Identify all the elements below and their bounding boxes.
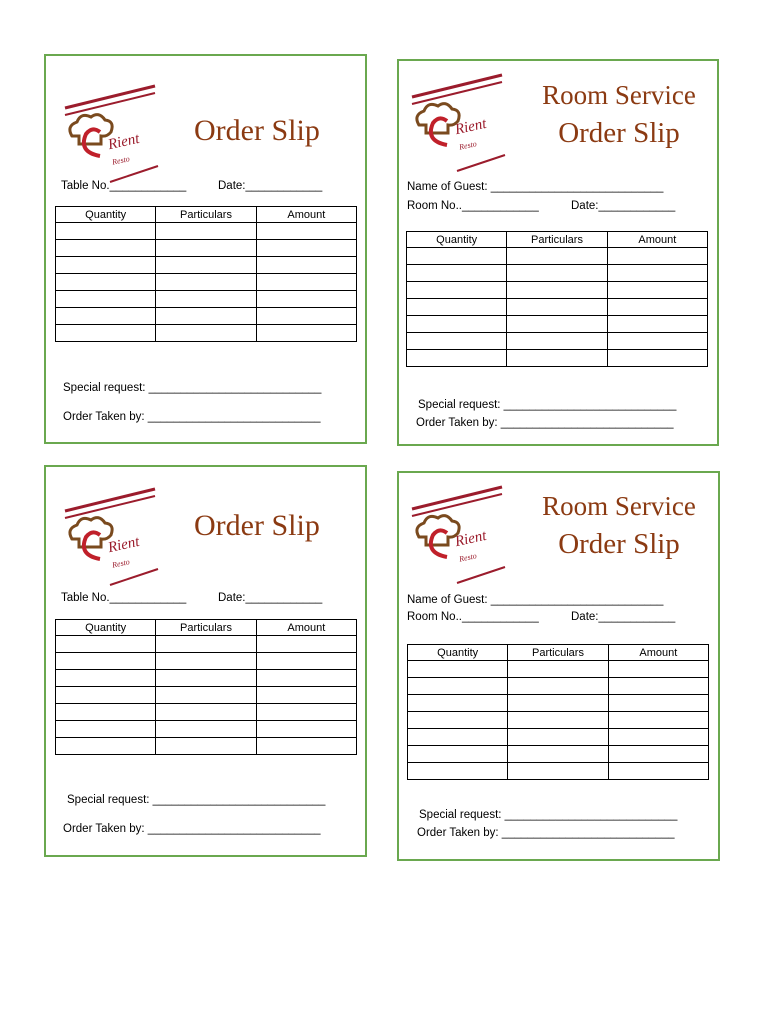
column-header: Quantity — [56, 207, 156, 223]
table-row — [56, 687, 357, 704]
table-row — [407, 299, 708, 316]
table-row — [56, 308, 357, 325]
table-row — [56, 653, 357, 670]
table-row — [56, 223, 357, 240]
column-header: Particulars — [508, 645, 608, 661]
slip-title: Order Slip — [194, 114, 320, 147]
logo-name: Rient — [106, 130, 141, 154]
restaurant-logo — [407, 67, 507, 177]
column-header: Amount — [256, 620, 356, 636]
table-row — [407, 350, 708, 367]
table-row — [56, 274, 357, 291]
table-row — [408, 695, 709, 712]
table-row — [56, 738, 357, 755]
room-no-field: Room No..____________ — [407, 200, 539, 212]
logo-name: Rient — [106, 533, 141, 557]
order-items-table — [55, 619, 357, 755]
restaurant-logo — [60, 78, 160, 188]
room-service-slip-card — [397, 471, 720, 861]
table-row — [408, 763, 709, 780]
column-header: Amount — [607, 232, 707, 248]
special-request-field: Special request: ___________________________ — [63, 382, 322, 394]
title-line-1: Room Service — [542, 491, 696, 521]
special-request-field: Special request: ___________________________ — [418, 399, 677, 411]
table-row — [408, 661, 709, 678]
title-line-2: Order Slip — [558, 116, 680, 149]
slip-title — [529, 79, 709, 151]
table-row — [56, 721, 357, 738]
date-field: Date:____________ — [218, 592, 323, 604]
table-no-field: Table No.____________ — [61, 180, 187, 192]
order-taken-by-field: Order Taken by: ___________________________ — [63, 411, 321, 423]
column-header: Amount — [608, 645, 708, 661]
date-field: Date:____________ — [571, 611, 676, 623]
column-header: Particulars — [507, 232, 607, 248]
slip-title — [529, 490, 709, 562]
table-header-row — [408, 645, 709, 661]
column-header: Quantity — [56, 620, 156, 636]
order-slip-card — [44, 465, 367, 857]
table-header-row — [56, 620, 357, 636]
order-slip-card — [44, 54, 367, 444]
table-row — [56, 257, 357, 274]
order-items-table — [55, 206, 357, 342]
order-items-table — [407, 644, 709, 780]
table-row — [56, 704, 357, 721]
table-row — [408, 729, 709, 746]
order-taken-by-field: Order Taken by: ___________________________ — [417, 827, 675, 839]
table-row — [408, 746, 709, 763]
column-header: Quantity — [408, 645, 508, 661]
title-line-2: Order Slip — [558, 527, 680, 560]
date-field: Date:____________ — [571, 200, 676, 212]
special-request-field: Special request: ___________________________ — [67, 794, 326, 806]
table-row — [56, 240, 357, 257]
table-row — [56, 670, 357, 687]
column-header: Quantity — [407, 232, 507, 248]
table-row — [407, 333, 708, 350]
table-row — [56, 325, 357, 342]
table-header-row — [56, 207, 357, 223]
logo-tagline: Resto — [111, 154, 131, 167]
column-header: Amount — [256, 207, 356, 223]
table-row — [407, 248, 708, 265]
room-no-field: Room No..____________ — [407, 611, 539, 623]
guest-name-field: Name of Guest: ___________________________ — [407, 181, 664, 193]
table-no-field: Table No.____________ — [61, 592, 187, 604]
restaurant-logo — [407, 479, 507, 589]
logo-tagline: Resto — [111, 557, 131, 570]
logo-name: Rient — [453, 527, 488, 551]
guest-name-field: Name of Guest: ___________________________ — [407, 594, 664, 606]
logo-name: Rient — [453, 115, 488, 139]
table-row — [408, 712, 709, 729]
table-row — [56, 636, 357, 653]
table-header-row — [407, 232, 708, 248]
logo-tagline: Resto — [458, 551, 478, 564]
order-taken-by-field: Order Taken by: ___________________________ — [63, 823, 321, 835]
table-row — [407, 282, 708, 299]
column-header: Particulars — [156, 207, 256, 223]
slip-title: Order Slip — [194, 509, 320, 542]
title-line-1: Room Service — [542, 80, 696, 110]
table-row — [56, 291, 357, 308]
date-field: Date:____________ — [218, 180, 323, 192]
column-header: Particulars — [156, 620, 256, 636]
order-taken-by-field: Order Taken by: ___________________________ — [416, 417, 674, 429]
table-row — [407, 316, 708, 333]
logo-tagline: Resto — [458, 139, 478, 152]
special-request-field: Special request: ___________________________ — [419, 809, 678, 821]
table-row — [408, 678, 709, 695]
room-service-slip-card — [397, 59, 719, 446]
table-row — [407, 265, 708, 282]
order-items-table — [406, 231, 708, 367]
restaurant-logo — [60, 481, 160, 591]
